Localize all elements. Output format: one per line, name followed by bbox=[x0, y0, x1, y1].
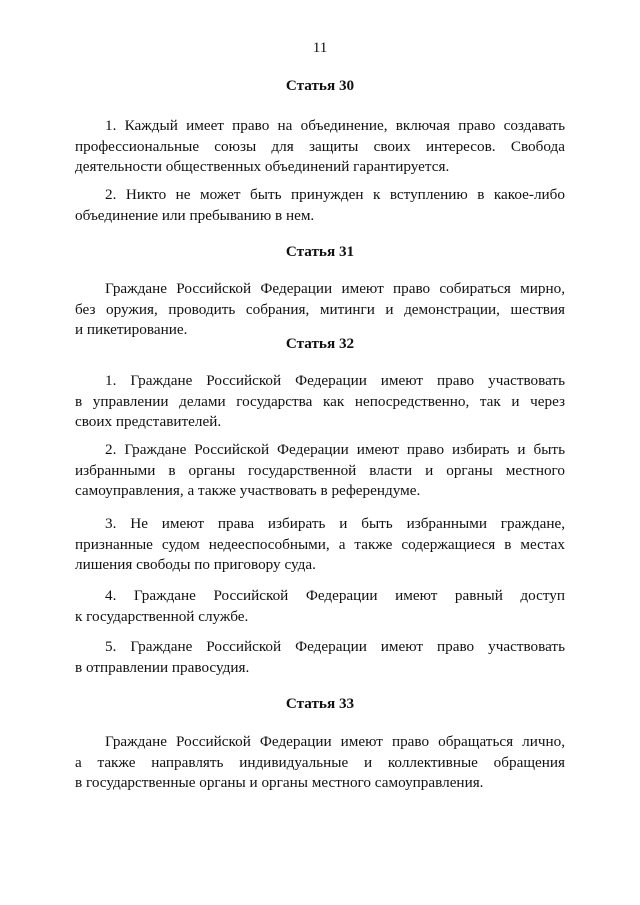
text-line: самоуправления, а также участвовать в референдуме. bbox=[75, 482, 421, 499]
text-line: 2. Никто не может быть принужден к вступлению в какое-либо bbox=[105, 186, 565, 203]
article-31-heading: Статья 31 bbox=[285, 243, 355, 260]
text-line: лишения свободы по приговору суда. bbox=[75, 556, 316, 573]
text-line: Граждане Российской Федерации имеют право обращаться лично, bbox=[105, 733, 565, 750]
text-line: своих представителей. bbox=[75, 413, 222, 430]
text-line: объединение или пребыванию в нем. bbox=[75, 206, 315, 224]
text-line: деятельности общественных объединений гарантируется. bbox=[75, 158, 450, 175]
text-line: профессиональные союзы для защиты своих интересов. Свобода bbox=[75, 137, 565, 155]
text-line: и пикетирование. bbox=[75, 321, 188, 338]
article-32-paragraph-2 bbox=[75, 440, 565, 502]
article-32-paragraph-3 bbox=[75, 514, 565, 576]
text-line: признанные судом недееспособными, а также содержащиеся в местах bbox=[75, 535, 565, 553]
article-33-heading: Статья 33 bbox=[285, 695, 355, 712]
article-30-paragraph-2 bbox=[75, 185, 565, 226]
text-line: 1. Граждане Российской Федерации имеют право участвовать bbox=[105, 372, 565, 389]
article-32-heading: Статья 32 bbox=[285, 335, 355, 352]
text-line: 4. Граждане Российской Федерации имеют равный доступ bbox=[105, 587, 565, 604]
text-line: 1. Каждый имеет право на объединение, включая право создавать bbox=[105, 117, 565, 134]
text-line: Граждане Российской Федерации имеют право собираться мирно, bbox=[105, 280, 565, 297]
article-30-paragraph-1 bbox=[75, 116, 565, 178]
text-line: 5. Граждане Российской Федерации имеют право участвовать bbox=[105, 638, 565, 655]
text-line: в отправлении правосудия. bbox=[75, 658, 250, 676]
page-number: 11 bbox=[312, 39, 328, 56]
text-line: избранными в органы государственной власти и органы местного bbox=[75, 461, 565, 479]
article-31-paragraph-1 bbox=[75, 279, 565, 341]
text-line: в государственные органы и органы местного самоуправления. bbox=[75, 774, 484, 791]
text-line: 2. Граждане Российской Федерации имеют право избирать и быть bbox=[105, 441, 565, 458]
text-line: 3. Не имеют права избирать и быть избранными граждане, bbox=[105, 515, 565, 532]
article-32-paragraph-4 bbox=[75, 586, 565, 627]
article-32-paragraph-5 bbox=[75, 637, 565, 678]
text-line: к государственной службе. bbox=[75, 607, 249, 625]
text-line: без оружия, проводить собрания, митинги и демонстрации, шествия bbox=[75, 300, 565, 318]
article-33-paragraph-1 bbox=[75, 732, 565, 794]
text-line: а также направлять индивидуальные и коллективные обращения bbox=[75, 753, 565, 771]
text-line: в управлении делами государства как непосредственно, так и через bbox=[75, 392, 565, 410]
article-32-paragraph-1 bbox=[75, 371, 565, 433]
article-30-heading: Статья 30 bbox=[285, 77, 355, 94]
